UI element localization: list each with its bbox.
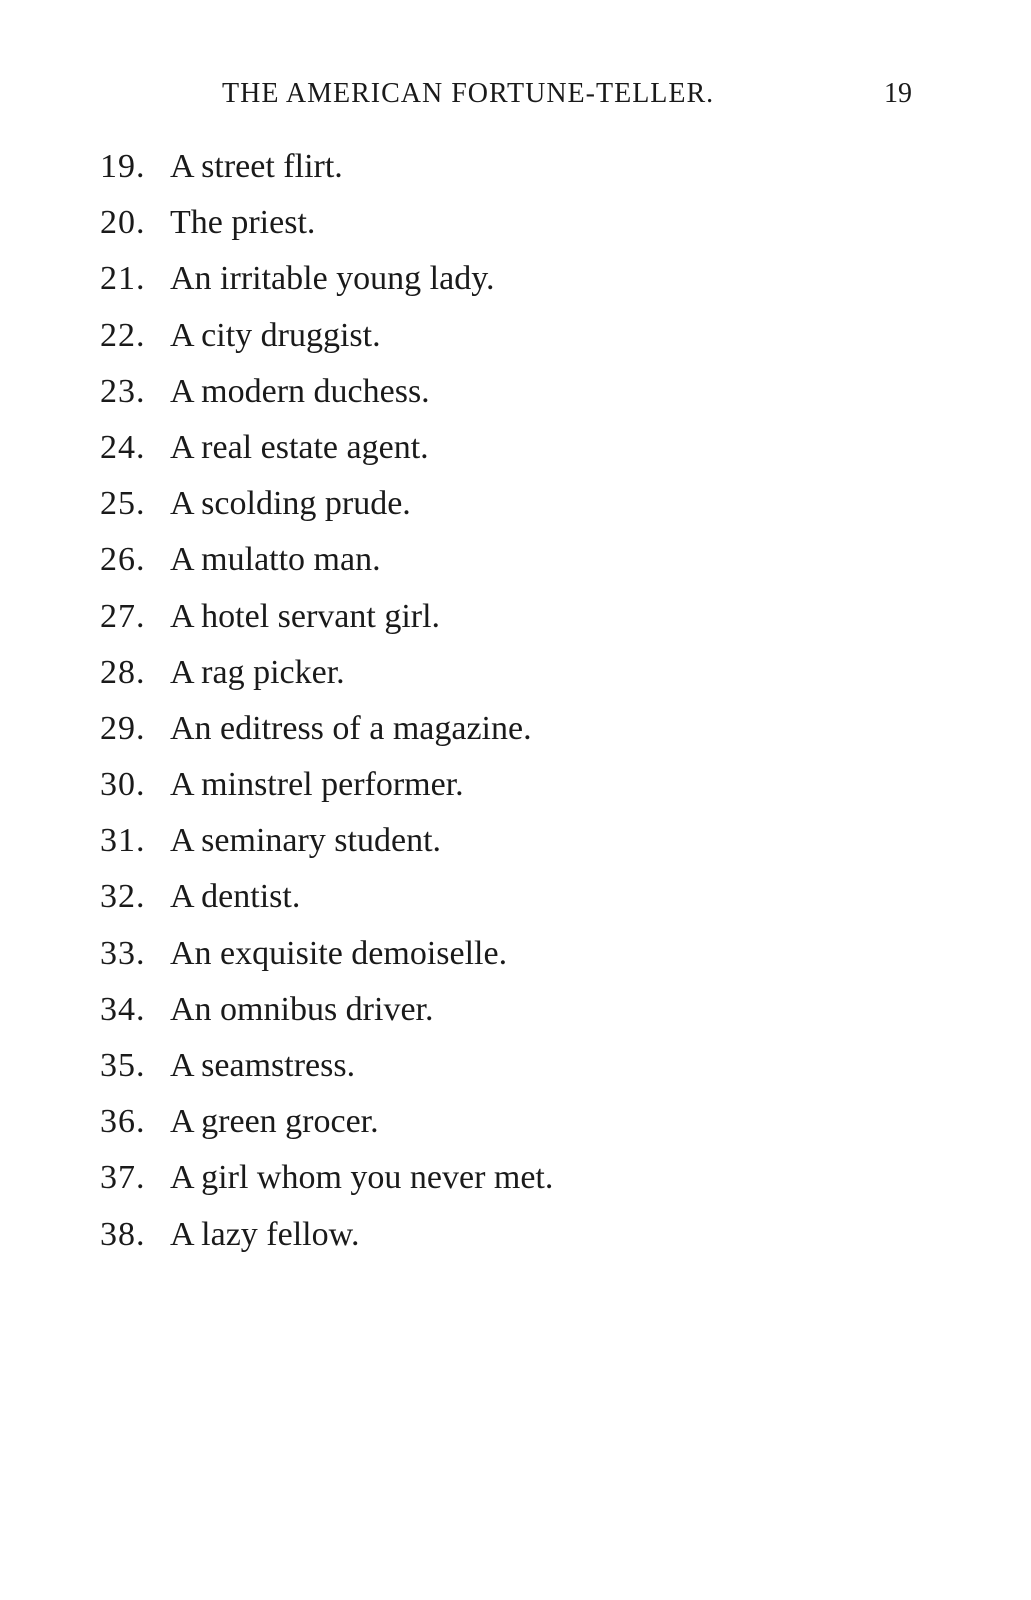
item-text: An omnibus driver.	[170, 990, 434, 1028]
list-item	[100, 1216, 553, 1272]
list-item	[100, 991, 553, 1047]
item-text: A green grocer.	[170, 1103, 379, 1141]
list-item	[100, 1103, 553, 1159]
item-number: 37.	[100, 1159, 146, 1197]
item-text: A rag picker.	[170, 653, 345, 691]
item-text: A modern duchess.	[170, 372, 430, 410]
list-item	[100, 710, 553, 766]
list-item	[100, 485, 553, 541]
item-text: A seamstress.	[170, 1047, 356, 1084]
list-item	[100, 148, 553, 204]
list-item	[100, 541, 553, 597]
list-item	[100, 317, 553, 373]
item-text: A scolding prude.	[170, 485, 411, 523]
item-number: 36.	[100, 1103, 146, 1141]
item-number: 26.	[100, 541, 146, 579]
item-text: A city druggist.	[170, 316, 381, 354]
item-text: The priest.	[170, 204, 316, 242]
item-number: 20.	[100, 204, 146, 242]
item-text: A hotel servant girl.	[170, 597, 441, 635]
list-item	[100, 822, 553, 878]
list-item	[100, 373, 553, 429]
list-item	[100, 1159, 553, 1215]
list-item	[100, 766, 553, 822]
item-number: 19.	[100, 148, 146, 185]
item-text: A girl whom you never met.	[170, 1159, 554, 1197]
item-text: An exquisite demoiselle.	[170, 934, 508, 972]
item-text: An irritable young lady.	[170, 260, 495, 298]
item-text: A lazy fellow.	[170, 1215, 360, 1253]
page-number: 19	[884, 78, 912, 109]
item-text: A dentist.	[170, 878, 301, 916]
item-text: A minstrel performer.	[170, 766, 464, 804]
list-item	[100, 429, 553, 485]
item-number: 29.	[100, 709, 146, 747]
item-number: 28.	[100, 653, 146, 691]
list-item	[100, 935, 553, 991]
list-item	[100, 654, 553, 710]
item-text: A street flirt.	[170, 148, 343, 185]
item-number: 30.	[100, 766, 146, 804]
item-text: A mulatto man.	[170, 541, 381, 579]
item-text: An editress of a magazine.	[170, 709, 532, 747]
list-item	[100, 878, 553, 934]
item-text: A real estate agent.	[170, 428, 429, 466]
item-number: 33.	[100, 934, 146, 972]
list-item	[100, 204, 553, 260]
running-header-title: THE AMERICAN FORTUNE-TELLER.	[222, 78, 715, 109]
item-number: 24.	[100, 428, 146, 466]
item-number: 21.	[100, 260, 146, 298]
list-item	[100, 1047, 553, 1103]
item-number: 35.	[100, 1047, 146, 1084]
item-number: 38.	[100, 1215, 146, 1253]
list-item	[100, 260, 553, 316]
list-item	[100, 598, 553, 654]
item-number: 27.	[100, 597, 146, 635]
item-number: 25.	[100, 485, 146, 523]
item-number: 34.	[100, 990, 146, 1028]
item-number: 31.	[100, 822, 146, 860]
item-number: 32.	[100, 878, 146, 916]
item-number: 23.	[100, 372, 146, 410]
item-text: A seminary student.	[170, 822, 442, 860]
numbered-list	[100, 148, 553, 1272]
item-number: 22.	[100, 316, 146, 354]
